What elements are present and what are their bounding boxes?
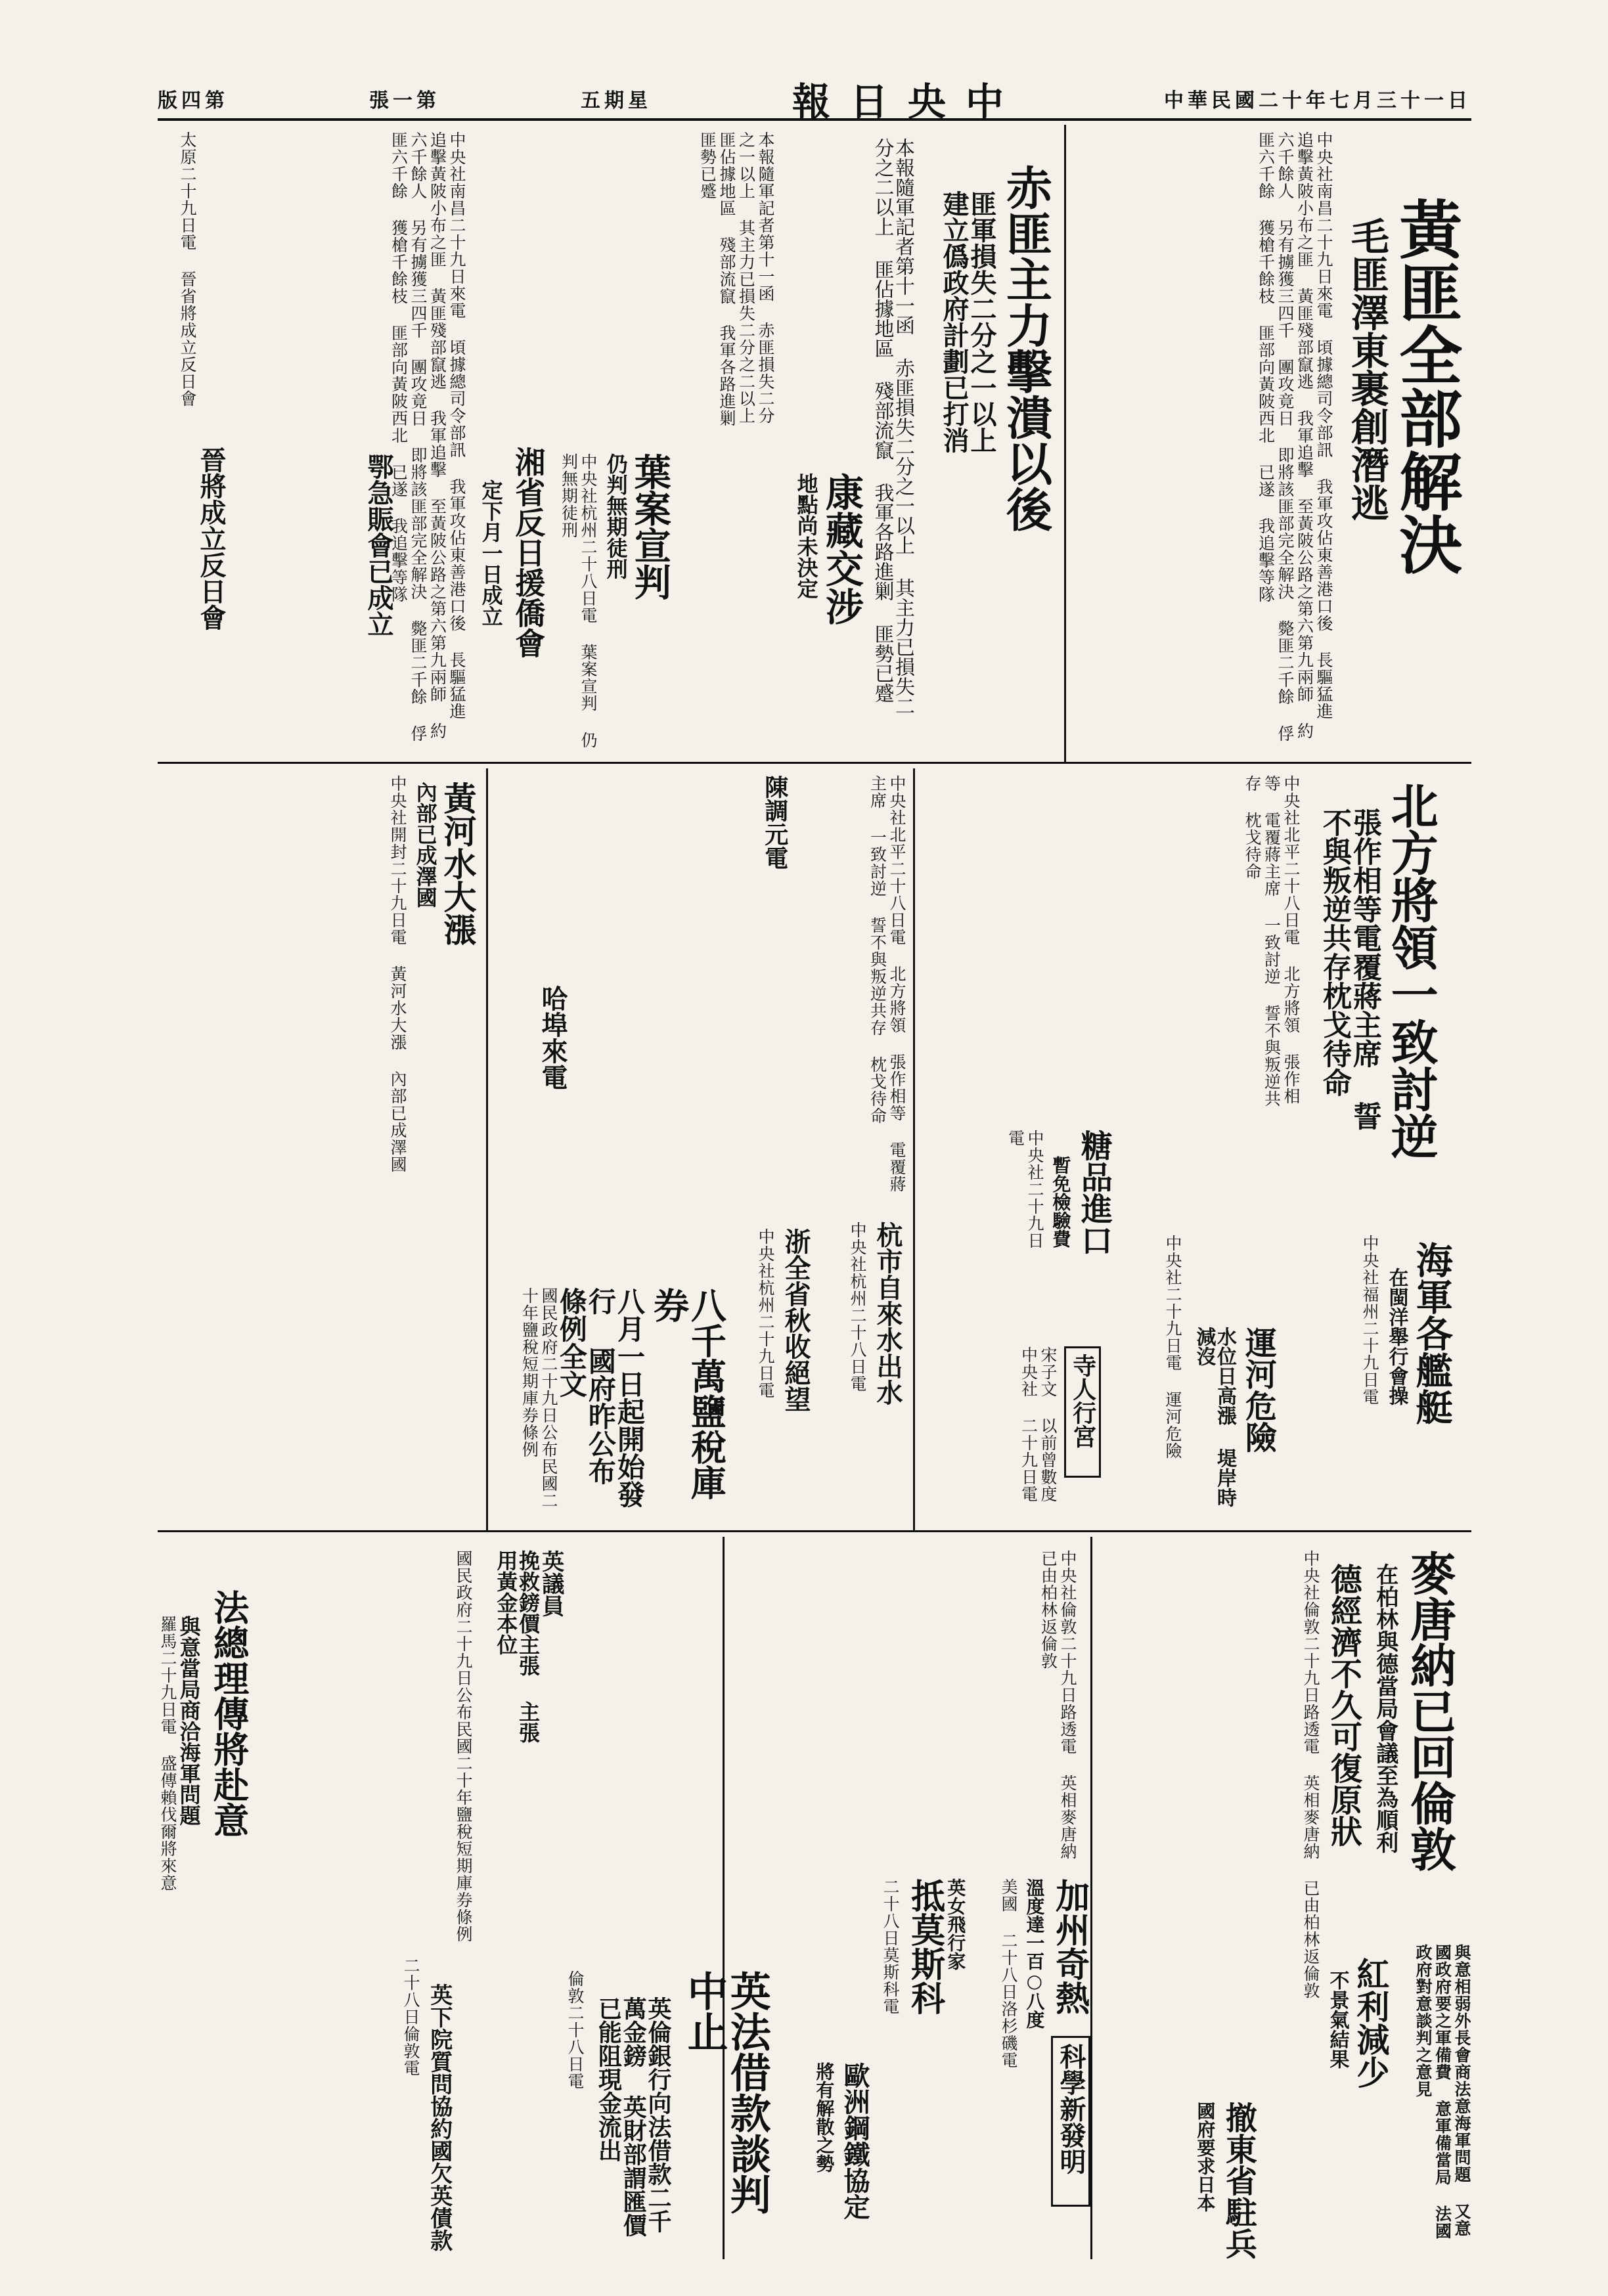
subhead: 將有解散之勢 [813, 2062, 836, 2173]
headline: 康藏交涉 [818, 473, 864, 625]
subhead: 暫免檢驗費 [1050, 1156, 1072, 1248]
subhead-2: 德經濟不久可復原狀 [1325, 1563, 1362, 1847]
headline: 鄂急賑會已成立 [363, 453, 394, 637]
headline: 英下院質問協約國欠英債款 [426, 1983, 453, 2251]
article-body: 中央社北平二十八日電 北方將領 張作相等 電覆蔣主席 一致討逆 誓不與叛逆共存 枕戈待命 [1243, 775, 1301, 1107]
headline: 黃匪全部解決 [1389, 197, 1463, 575]
column-fill: 太原二十九日電 晉省將成立反日會 [178, 131, 197, 407]
headline: 寺人行宮 [1064, 1346, 1101, 1478]
subhead: 國府要求日本 [1194, 2102, 1217, 2212]
subhead: 與意當局商洽海軍問題 [176, 1616, 202, 1826]
article-body: 二十八日莫斯科電 [881, 1878, 900, 2015]
rule [913, 768, 915, 1530]
headline: 撤東省駐兵 [1220, 2102, 1257, 2259]
article-body: 美國 二十八日洛杉磯電 [999, 1878, 1018, 2069]
masthead-sheet: 張一第 [368, 89, 440, 112]
headline: 海軍各艦艇 [1410, 1241, 1454, 1425]
subhead: 水位日高漲 堤岸時減沒 [1192, 1327, 1236, 1507]
headline: 科學新發明 [1051, 2036, 1090, 2207]
subhead: 不景氣結果 [1326, 1970, 1349, 2069]
article-body: 二十八日倫敦電 [401, 1957, 420, 2077]
headline: 晉將成立反日會 [196, 447, 227, 630]
dateline: 本報隨軍記者第十一函 赤匪損失二分之一以上 其主力已損失二分之二以上 匪佔據地區 殘部流竄 我軍各路進剿 匪勢已蹙 [870, 138, 914, 716]
article-body: 中央社二十九日電 [1006, 1130, 1044, 1249]
subhead: 英女飛行家 [945, 1878, 967, 1970]
subhead: 在閩洋舉行會操 [1385, 1268, 1408, 1405]
subhead: 匪軍損失二分之一以上 建立僞政府計劃已打消 [939, 190, 997, 453]
subhead: 挽救鎊價主張 主張用黃金本位 [493, 1550, 541, 1743]
headline: 糖品進口 [1075, 1130, 1113, 1256]
column-fill: 本報隨軍記者第十一函 赤匪損失二分之一以上 其主力已損失二分之二以上 匪佔據地區 殘部流竄 我軍各路進剿 匪勢已蹙 [698, 131, 775, 427]
headline: 黃河水大漲 [438, 782, 478, 946]
headline: 哈埠來電 [537, 985, 568, 1090]
headline: 赤匪主力擊潰以後 [998, 164, 1054, 532]
masthead-page: 版四第 [158, 89, 229, 112]
headline: 湘省反日援僑會 [510, 447, 547, 658]
rule [1090, 1537, 1092, 2259]
headline: 浙全省秋收絕望 [780, 1228, 811, 1412]
article-body: 中央社二十九日電 運河危險 [1163, 1235, 1182, 1459]
headline: 陳調元電 [761, 775, 789, 870]
column-fill: 中央社南昌二十九日來電 頃據總司令部訊 我軍攻佔東善港口後 長驅猛進 追擊黃陂小布之匪 黃匪殘部竄逃 我軍追擊 至黃陂公路之第六第九兩師 約六千餘人 另有擄獲三四千 團攻竟日 即將該匪部完全解決 斃匪二千餘 俘匪六千餘 獲槍千餘枝 匪部向黃陂西北 已遂 我追擊等隊 [389, 131, 466, 742]
rule [1064, 125, 1066, 762]
rule [486, 768, 488, 1530]
subhead: 英倫銀行向法借款二千萬金鎊 英財部謂匯價已能阻現金流出 [594, 1997, 672, 2237]
subhead: 內部已成澤國 [413, 782, 438, 908]
headline: 英法借款談判中止 [681, 1970, 772, 2215]
column-fill: 國民政府二十九日公布民國二十年鹽稅短期庫券條例 [454, 1550, 473, 1943]
subhead: 仍判無期徒刑 [603, 453, 629, 579]
headline: 抵莫斯科 [904, 1878, 945, 2015]
masthead-weekday: 五期星 [580, 89, 652, 112]
article-body: 中央社南昌二十九日來電 頃據總司令部訊 我軍攻佔東善港口後 長驅猛進 追擊黃陂小布之匪 黃匪殘部竄逃 我軍追擊 至黃陂公路之第六第九兩師 約六千餘人 另有擄獲三四千 團攻竟日 即將該匪部完全解決 斃匪二千餘 俘匪六千餘 獲槍千餘枝 匪部向黃陂西北 已遂 我追擊等隊 [1256, 131, 1333, 742]
subhead: 溫度達一百○八度 [1023, 1878, 1046, 2029]
headline: 紅利減少 [1351, 1957, 1391, 2088]
article-body: 宋子文 以前曾數度 中央社 二十九日電 [1019, 1346, 1058, 1503]
article-body: 中央社杭州二十九日電 [756, 1228, 775, 1399]
article-body: 中央社杭州二十八日電 葉案宣判 仍判無期徒刑 [559, 453, 598, 749]
rule [158, 1530, 1471, 1532]
article-body: 中央社福州二十九日電 [1360, 1235, 1379, 1405]
headline: 杭市自來水出水 [872, 1222, 903, 1405]
headline: 歐洲鋼鐵協定 [839, 2062, 870, 2220]
article-body: 與意相弱外長會商法意海軍問題 又意國政府要之軍備費 意軍備當局 法國政府對意談判之意見 [1414, 1944, 1471, 2240]
article-body: 中央社倫敦二十九日路透電 英相麥唐納 已由柏林返倫敦 [1301, 1550, 1320, 1999]
headline: 葉案宣判 [628, 453, 672, 600]
column-fill: 中央社倫敦二十九日路透電 英相麥唐納 已由柏林返倫敦 [1038, 1550, 1077, 1860]
article-body: 中央社杭州二十八日電 [848, 1222, 867, 1392]
headline: 北方將領一致討逆 [1383, 782, 1439, 1160]
column-fill: 中央社北平二十八日電 北方將領 張作相等 電覆蔣主席 一致討逆 誓不與叛逆共存 枕戈待命 [868, 775, 906, 1193]
headline: 英議員 [537, 1550, 564, 1617]
headline: 運河危險 [1240, 1327, 1277, 1453]
masthead-title: 報日央中 [792, 79, 1023, 124]
article-body: 中央社開封二十九日電 黃河水大漲 內部已成澤國 [388, 775, 407, 1173]
masthead [158, 79, 1471, 124]
rule [158, 762, 1471, 764]
subhead: 八月一日起開始發行 國府昨公布條例全文 [555, 1287, 646, 1508]
article-body: 國民政府二十九日公布民國二十年鹽稅短期庫券條例 [520, 1287, 558, 1509]
subhead: 定下月一日成立 [478, 479, 504, 627]
subhead: 毛匪澤東裹創潛逃 [1344, 217, 1389, 521]
headline: 麥唐納已回倫敦 [1402, 1550, 1458, 1872]
masthead-date: 中華民國二十年七月三十一日 [1163, 89, 1471, 112]
subhead: 張作相等電覆蔣主席 誓不與叛逆共存枕戈待命 [1317, 808, 1381, 1130]
article-body: 羅馬二十九日電 盛傳賴伐爾將來意 [158, 1616, 177, 1891]
headline: 法總理傳將赴意 [208, 1589, 250, 1838]
subhead: 地點尚未決定 [793, 473, 819, 599]
headline: 八千萬鹽稅庫券 [648, 1287, 728, 1500]
headline: 加州奇熱 [1049, 1878, 1090, 2015]
subhead: 在柏林與德當局會議至為順利 [1372, 1563, 1398, 1853]
article-body: 倫敦二十八日電 [566, 1970, 585, 2090]
